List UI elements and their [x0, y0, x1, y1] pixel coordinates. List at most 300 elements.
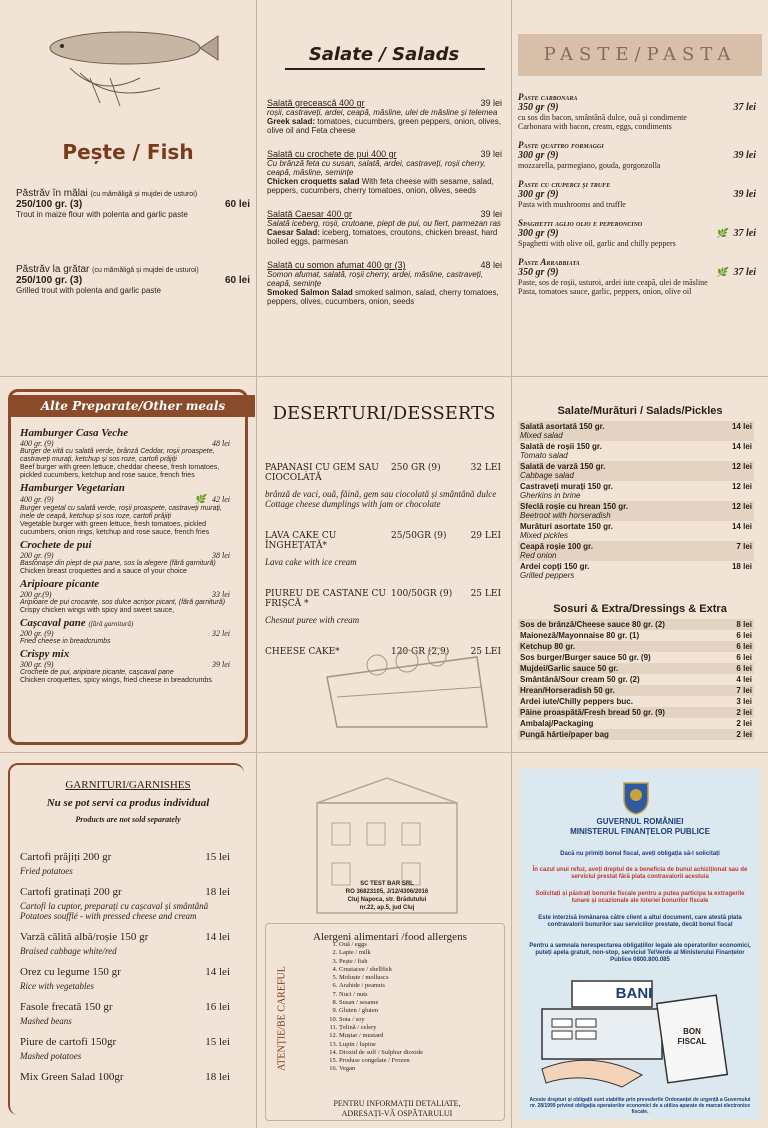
meal-weight: 200 gr. (9): [20, 551, 54, 560]
pasta-price-wrap: [716, 267, 756, 278]
meal-desc-en: Beef burger with green lettuce, cheddar cheese, fresh tomatoes, pickled cucumbers, ketchup and rose sauce, french fries: [20, 464, 220, 479]
dessert-price: 32 LEI: [470, 463, 501, 473]
allergens-side-label: ATENȚIE/BE CAREFUL: [276, 966, 288, 1071]
pickle-en: Mixed pickles: [520, 531, 569, 540]
sauce-name: Mujdei/Garlic sauce 50 gr.: [520, 664, 619, 673]
garnish-en: Rice with vegetables: [20, 981, 94, 991]
allergen-item: 6. Arahide / peanuts: [339, 982, 509, 990]
gov-paragraph-1: Dacă nu primiți bonul fiscal, aveți obligația să-l solicitați: [560, 851, 720, 857]
pickle-item: [518, 461, 754, 481]
sauce-price: 8 lei: [736, 620, 752, 629]
meal-price: 39 lei: [212, 660, 230, 669]
meal-price-wrap: [212, 439, 230, 448]
meal-price: 38 lei: [212, 551, 230, 560]
salad-price: 39 lei: [480, 209, 502, 219]
pickle-item: [518, 521, 754, 541]
sauce-row: [518, 685, 754, 696]
meal-item: [20, 617, 246, 646]
pickle-en: Beetroot with horseradish: [520, 511, 611, 520]
garnish-row: [20, 1036, 246, 1048]
dessert-desc-ro: Chesnut puree with cream: [265, 615, 360, 625]
allergen-item: 12. Muștar / mustard: [339, 1032, 509, 1040]
pickle-price: 12 lei: [731, 502, 752, 511]
garnish-row: [20, 966, 246, 978]
item-desc: Trout in maize flour with polenta and garlic paste: [16, 210, 188, 219]
sauce-name: Pungă hârtie/paper bag: [520, 730, 609, 739]
pickle-en: Mixed salad: [520, 431, 563, 440]
pickle-en: Tomato salad: [520, 451, 568, 460]
pickle-price: 14 lei: [731, 522, 752, 531]
meal-price-wrap: [212, 629, 230, 638]
pasta-weight: 350 gr (9): [518, 102, 559, 113]
garnish-row: [20, 931, 246, 943]
salads-title-underline: [285, 68, 485, 70]
sauce-price: 6 lei: [736, 642, 752, 651]
salad-header: [267, 209, 502, 219]
sauce-row: [518, 641, 754, 652]
pasta-weight: 350 gr (9): [518, 267, 559, 278]
meal-price-wrap: [195, 494, 230, 505]
salad-en-label: Smoked Salmon Salad: [267, 288, 353, 297]
dessert-desc-en: Cottage cheese dumplings with jam or chocolate: [265, 499, 441, 509]
meal-item: [20, 482, 246, 537]
sauce-row: [518, 619, 754, 630]
pasta-desc-ro: cu sos din bacon, smântână dulce, ouă și condimente: [518, 113, 687, 122]
salad-item: [267, 209, 502, 246]
sauce-price: 6 lei: [736, 631, 752, 640]
garnish-item: [20, 966, 246, 991]
garnish-row: [20, 886, 246, 898]
pasta-weight-row: [518, 189, 756, 200]
pickle-item: [518, 541, 754, 561]
desserts-panel: [257, 377, 511, 752]
gov-paragraph-5: Pentru a semnala nerespectarea obligațiilor legale ale operatorilor economici, puteți apela gratuit, non-stop, serviciul TelVerde al Ministerului Finanțelor Publice 0800.800.085: [529, 943, 751, 963]
dessert-name: LAVA CAKE CU ÎNGHEȚATĂ*: [265, 531, 337, 551]
pasta-price-wrap: [734, 102, 757, 113]
meal-desc-ro: Burger vegetal cu salată verde, roșii proaspete, castraveți murați, inele de ceapă, ketchup și sos roze, cartofi prăjiți: [20, 505, 222, 520]
meal-name: Hamburger Casa Veche: [20, 427, 129, 439]
vegan-leaf-icon: 🌿: [716, 228, 728, 238]
pasta-weight-row: [518, 102, 756, 113]
pasta-name: Paste Arrabbiata: [518, 257, 580, 267]
pasta-price: 37 lei: [733, 267, 756, 278]
pickle-row: [520, 442, 752, 451]
salad-price: 39 lei: [480, 149, 502, 159]
garnishes-panel: [0, 753, 256, 1128]
salad-item: [267, 260, 502, 306]
gov-title-2: MINISTERUL FINANȚELOR PUBLICE: [570, 827, 710, 836]
meal-price-wrap: [212, 551, 230, 560]
desserts-title: DESERTURI/DESSERTS: [272, 403, 496, 424]
salad-en-label: Chicken croquetts salad: [267, 177, 360, 186]
salad-item: [267, 98, 502, 135]
meal-item: [20, 539, 246, 576]
meal-weight-row: [20, 660, 246, 669]
meal-title-row: [20, 539, 246, 551]
pickle-item: [518, 561, 754, 581]
pasta-item: [518, 218, 756, 248]
pasta-desc-en: Pasta, tomatoes sauce, garlic, peppers, onion, olive oil: [518, 287, 692, 296]
meal-name: Aripioare picante: [20, 578, 100, 590]
salad-desc-en: [267, 288, 502, 306]
garnish-item: [20, 1071, 246, 1083]
pickle-price: 7 lei: [736, 542, 752, 551]
item-weight: 250/100 gr. (3): [16, 275, 83, 286]
item-desc: Grilled trout with polenta and garlic paste: [16, 286, 161, 295]
meal-desc-ro: Burger de vită cu salată verde, brânză Ceddar, roșii proaspete, castraveți murați, ketchup și sos roze, cartofi prăjiți: [20, 448, 215, 463]
garnish-name: Orez cu legume 150 gr: [20, 966, 121, 978]
meal-name: Crispy mix: [20, 648, 70, 660]
garnish-name: Piure de cartofi 150gr: [20, 1036, 117, 1048]
pickle-price: 14 lei: [731, 422, 752, 431]
allergen-item: 15. Produse congelate / Frozen: [339, 1057, 509, 1065]
meal-weight-row: [20, 494, 246, 505]
meal-weight-row: [20, 551, 246, 560]
sauce-name: Ambalaj/Packaging: [520, 719, 594, 728]
pasta-weight: 300 gr (9): [518, 189, 559, 200]
pasta-desc-en: Carbonara with bacon, cream, eggs, condiments: [518, 122, 672, 131]
salads-list: [267, 98, 502, 320]
company-reg: RO 36823105, J/12/4306/2016: [345, 889, 429, 895]
garnish-en: Mashed beans: [20, 1016, 72, 1026]
salads-panel: [257, 0, 511, 376]
sauce-name: Sos de brânză/Cheese sauce 80 gr. (2): [520, 620, 665, 629]
sauce-name: Smântână/Sour cream 50 gr. (2): [520, 675, 640, 684]
salad-name: Salată cu somon afumat 400 gr (3): [267, 260, 406, 270]
garnish-row: [20, 1071, 246, 1083]
pasta-item: [518, 92, 756, 131]
dessert-item: [265, 531, 501, 567]
garnish-name: Cartofi gratinați 200 gr: [20, 886, 122, 898]
sauce-name: Pâine proaspătă/Fresh bread 50 gr. (9): [520, 708, 665, 717]
sauce-row: [518, 652, 754, 663]
pasta-list: [518, 92, 756, 305]
sauce-price: 2 lei: [736, 730, 752, 739]
allergen-item: 16. Vegan: [339, 1065, 509, 1073]
pasta-weight: 300 gr (9): [518, 150, 559, 161]
meal-title-row: [20, 648, 246, 660]
pasta-item: [518, 140, 756, 170]
salad-name: Salată cu crochete de pui 400 gr: [267, 149, 397, 159]
meal-weight-row: [20, 629, 246, 638]
pickle-item: [518, 501, 754, 521]
dessert-desc-ro: Lava cake with ice cream: [265, 557, 357, 567]
sauce-price: 2 lei: [736, 708, 752, 717]
pickle-price: 12 lei: [731, 482, 752, 491]
sauce-price: 4 lei: [736, 675, 752, 684]
fish-item-2: [16, 264, 250, 295]
pasta-price-wrap: [716, 228, 756, 239]
meal-desc-en: Chicken croquettes, spicy wings, fried cheese in breadcrumbs: [20, 677, 212, 684]
dessert-row: [265, 463, 501, 483]
garnish-price: 16 lei: [205, 1001, 230, 1013]
pickle-name: Salată asortată 150 gr.: [520, 422, 605, 431]
salad-en-label: Caesar Salad:: [267, 228, 320, 237]
sauce-price: 6 lei: [736, 664, 752, 673]
dessert-price: 29 LEI: [470, 531, 501, 541]
pasta-price: 39 lei: [733, 189, 756, 200]
gov-title-1: GUVERNUL ROMÂNIEI: [596, 817, 684, 826]
pickle-item: [518, 441, 754, 461]
garnish-name: Varză călită albă/roșie 150 gr: [20, 931, 149, 943]
salad-en-text: tomatoes, cucumbers, green peppers, onion, olives, olive oil and Feta cheese: [267, 117, 501, 135]
sauce-name: Ketchup 80 gr.: [520, 642, 576, 651]
garnish-item: [20, 886, 246, 921]
salad-desc-ro: roșii, castraveți, ardei, ceapă, măsline, ulei de măsline și telemea: [267, 108, 498, 117]
fish-illustration-icon: [40, 8, 220, 108]
dessert-item: [265, 463, 501, 509]
pasta-price: 37 lei: [733, 102, 756, 113]
allergen-item: 7. Nuci / nuts: [339, 991, 509, 999]
item-price: 60 lei: [224, 199, 250, 210]
sauce-name: Ardei iute/Chilly peppers buc.: [520, 697, 633, 706]
pasta-name: Paste carbonara: [518, 92, 578, 102]
pickle-row: [520, 462, 752, 471]
pickle-row: [520, 562, 752, 571]
sauce-name: Hrean/Horseradish 50 gr.: [520, 686, 615, 695]
meal-name: Cașcaval pane: [20, 617, 86, 629]
other-meals-list: [20, 427, 246, 687]
fiscal-label: FISCAL: [677, 1037, 707, 1046]
gov-footer: Aceste drepturi și obligații sunt stabilite prin prevederile Ordonanței de urgență a Guvernului nr. 28/1999 privind obligația operatorilor economici de a utiliza aparate de marcat electronice fiscale.: [529, 1097, 751, 1115]
meal-weight: 200 gr. (9): [20, 629, 54, 638]
garnishes-list: [20, 851, 246, 1093]
salad-desc-en: [267, 117, 502, 135]
allergen-item: 9. Gluten / gluten: [339, 1007, 509, 1015]
allergens-footer-2: ADRESAȚI-VĂ OSPĂTARULUI: [341, 1109, 453, 1118]
meal-price: 42 lei: [212, 495, 230, 504]
allergen-item: 14. Dioxid de sulf / Sulphur dioxide: [339, 1049, 509, 1057]
garnish-name: Cartofi prăjiți 200 gr: [20, 851, 112, 863]
meal-title-row: [20, 617, 246, 629]
pickle-row: [520, 482, 752, 491]
sauce-row: [518, 674, 754, 685]
meal-weight: 400 gr. (9): [20, 439, 54, 448]
sauce-row: [518, 707, 754, 718]
pasta-name: Paste quattro formaggi: [518, 140, 604, 150]
coat-of-arms-icon: [620, 779, 652, 815]
pickle-item: [518, 481, 754, 501]
meal-name: Crochete de pui: [20, 539, 92, 551]
meal-desc-ro: Fried cheese in breadcrumbs: [20, 638, 111, 645]
salad-header: [267, 260, 502, 270]
dessert-name: CHEESE CAKE*: [265, 647, 340, 657]
pickle-price: 12 lei: [731, 462, 752, 471]
sauce-name: Maioneză/Mayonnaise 80 gr. (1): [520, 631, 640, 640]
pickle-en: Red onion: [520, 551, 557, 560]
pasta-name: Spaghetti aglio olio e peperoncino: [518, 218, 643, 228]
garnishes-note-en: Products are not sold separately: [75, 815, 181, 824]
salad-price: 48 lei: [480, 260, 502, 270]
dessert-weight: 25/50GR (9): [391, 531, 447, 541]
salad-name: Salată grecească 400 gr: [267, 98, 365, 108]
garnish-en: Fried potatoes: [20, 866, 73, 876]
salad-price: 39 lei: [480, 98, 502, 108]
meal-desc-ro: Crochete de pui, aripioare picante, cașcaval pane: [20, 669, 174, 676]
dessert-desc-ro: brânză de vaci, ouă, făină, gem sau ciocolată și smântână dulce: [265, 489, 497, 499]
dessert-name: PIUREU DE CASTANE CU FRIȘCĂ *: [265, 589, 386, 609]
vegan-leaf-icon: 🌿: [194, 494, 206, 504]
sauces-title: Sosuri & Extra/Dressings & Extra: [553, 603, 727, 615]
pickle-name: Castraveți murați 150 gr.: [520, 482, 613, 491]
pasta-desc-ro: Paste, sos de roșii, usturoi, ardei iute ceapă, ulei de măsline: [518, 278, 708, 287]
garnish-price: 15 lei: [205, 851, 230, 863]
pickle-name: Murături asortate 150 gr.: [520, 522, 613, 531]
gov-paragraph-3: Solicitați și păstrați bonurile fiscale pentru a putea participa la extragerile lunare și ocazionale ale loteriei bonurilor fiscale: [535, 891, 745, 904]
pasta-panel: [512, 0, 768, 376]
salad-en-text: smoked salmon, salad, cherry tomatoes, peppers, olives, cucumbers, onion, seeds: [267, 288, 499, 306]
meal-item: [20, 427, 246, 480]
gov-paragraph-4: Este interzisă înmânarea către client a altui document, care atestă plata contravalorii bunurilor sau serviciilor prestate, decât bonul fiscal: [538, 915, 742, 928]
salad-desc-ro: Cu brânză feta cu susan, salată, ardei, castraveți, roșii cherry, ceapă, măsline, semințe: [267, 159, 486, 177]
pasta-name: Paste cu ciuperci și trufe: [518, 179, 611, 189]
item-note: (cu mămăligă și mujdei de usturoi): [90, 191, 198, 198]
dessert-weight: 250 GR (9): [391, 463, 441, 473]
allergen-item: 2. Lapte / milk: [339, 949, 509, 957]
gov-notice-panel: [512, 753, 768, 1128]
salad-header: [267, 98, 502, 108]
garnish-en: Mashed potatoes: [20, 1051, 82, 1061]
garnish-price: 18 lei: [205, 1071, 230, 1083]
pasta-price: 39 lei: [733, 150, 756, 161]
meal-title-row: [20, 482, 246, 494]
pasta-item: [518, 257, 756, 296]
meal-name: Hamburger Vegetarian: [20, 482, 125, 494]
garnish-item: [20, 1001, 246, 1026]
pickle-item: [518, 421, 754, 441]
meal-title-row: [20, 578, 246, 590]
pickle-row: [520, 422, 752, 431]
salad-desc-ro: Salată iceberg, roșii, crutoane, piept de pui, ou fiert, parmezan ras: [267, 219, 501, 228]
vegan-leaf-icon: 🌿: [716, 267, 728, 277]
item-name: Păstrăv la grătar: [16, 264, 90, 275]
meal-desc-en: Chicken breast croquettes and a sauce of your choice: [20, 568, 187, 575]
garnishes-title: GARNITURI/GARNISHES: [65, 779, 191, 791]
allergens-footer-1: PENTRU INFORMAȚII DETALIATE,: [333, 1099, 461, 1108]
allergen-item: 13. Lupin / lupine: [339, 1041, 509, 1049]
item-note: (cu mămăligă și mujdei de usturoi): [92, 267, 199, 274]
company-city: Cluj Napoca, str. Brădutului: [347, 897, 427, 903]
salad-desc-en: [267, 228, 502, 246]
allergen-item: 11. Țelină / celery: [339, 1024, 509, 1032]
item-name: Păstrăv în mălai: [16, 188, 88, 199]
pasta-desc-ro: Pasta with mushrooms and truffle: [518, 200, 626, 209]
dessert-price: 25 LEI: [470, 589, 501, 599]
bani-label: BANI: [615, 985, 653, 1002]
allergen-item: 1. Ouă / eggs: [339, 941, 509, 949]
meal-weight: 300 gr. (9): [20, 660, 54, 669]
garnishes-note-ro: Nu se pot servi ca produs individual: [46, 797, 210, 809]
garnish-price: 15 lei: [205, 1036, 230, 1048]
salad-item: [267, 149, 502, 195]
pasta-weight-row: [518, 267, 756, 278]
garnish-price: 14 lei: [205, 966, 230, 978]
pasta-price-wrap: [734, 150, 757, 161]
dessert-row: [265, 589, 501, 609]
fish-title: Pește / Fish: [62, 140, 194, 164]
cheesecake-illustration-icon: [317, 617, 497, 737]
meal-desc-ro: Bastonașe din piept de pui pane, sos la alegere (fără garnitură): [20, 560, 216, 567]
garnish-row: [20, 851, 246, 863]
salad-desc-ro: Somon afumat, salată, roșii cherry, ardei, măsline, castraveți, ceapă, semințe: [267, 270, 483, 288]
allergens-list: [325, 941, 509, 1074]
salads-title: Salate / Salads: [308, 44, 460, 65]
meal-price: 48 lei: [212, 439, 230, 448]
gov-paragraph-2: În cazul unui refuz, aveți dreptul de a beneficia de bunul achiziționat sau de serviciul prestat fără plata contravalorii acestuia: [532, 867, 748, 880]
item-weight: 250/100 gr. (3): [16, 199, 83, 210]
pasta-weight-row: [518, 150, 756, 161]
pickle-price: 18 lei: [731, 562, 752, 571]
bon-label: BON: [683, 1027, 701, 1036]
garnish-price: 18 lei: [205, 886, 230, 898]
info-panel: [257, 753, 511, 1128]
allergen-item: 5. Moluște / molluscs: [339, 974, 509, 982]
salad-en-text: With feta cheese with sesame, salad, peppers, cucumbers, cherry tomatoes, onion, olives, seeds: [267, 177, 494, 195]
sauces-list: [518, 619, 754, 740]
dessert-weight: 120 GR (2,9): [391, 647, 450, 657]
garnish-en: Braised cabbage white/red: [20, 946, 117, 956]
allergen-item: 8. Susan / sesame: [339, 999, 509, 1007]
allergen-item: 4. Crustacee / shellfish: [339, 966, 509, 974]
pasta-weight: 300 gr (9): [518, 228, 559, 239]
allergens-title: Alergeni alimentari /food allergens: [313, 931, 467, 943]
sauce-row: [518, 663, 754, 674]
fish-item-1: [16, 188, 250, 219]
item-price: 60 lei: [224, 275, 250, 286]
garnish-item: [20, 1036, 246, 1061]
garnish-row: [20, 1001, 246, 1013]
company-name: SC TEST BAR SRL: [360, 881, 414, 887]
sauce-row: [518, 696, 754, 707]
pickle-row: [520, 522, 752, 531]
garnish-item: [20, 851, 246, 876]
pickle-row: [520, 502, 752, 511]
garnish-en: Cartofi la cuptor, preparați cu cașcaval și smântână Potatoes soufflé - with pressed cheese and cream: [20, 901, 209, 921]
pickles-panel: [512, 377, 768, 752]
dessert-row: [265, 531, 501, 551]
meal-desc-en: Crispy chicken wings with spicy and sweet sauce,: [20, 607, 175, 614]
pickles-title: Salate/Murături / Salads/Pickles: [557, 405, 723, 417]
meal-item: [20, 648, 246, 685]
pickles-list: [518, 421, 754, 581]
meal-price-wrap: [212, 660, 230, 669]
other-meals-title: Alte Preparate/Other meals: [11, 395, 255, 417]
pasta-desc-ro: Spaghetti with olive oil, garlic and chilly peppers: [518, 239, 676, 248]
salad-header: [267, 149, 502, 159]
meal-price: 33 lei: [212, 590, 230, 599]
dessert-name: PAPANAȘI CU GEM SAU CIOCOLATĂ: [265, 463, 379, 483]
pickle-name: Salată de roșii 150 gr.: [520, 442, 602, 451]
sauce-price: 2 lei: [736, 719, 752, 728]
dessert-price: 25 LEI: [470, 647, 501, 657]
meal-weight-row: [20, 439, 246, 448]
pasta-item: [518, 179, 756, 209]
sauce-row: [518, 718, 754, 729]
pasta-title: PASTE/PASTA: [543, 44, 737, 65]
fish-panel: [0, 0, 256, 376]
pickle-row: [520, 542, 752, 551]
allergen-item: 3. Pește / fish: [339, 958, 509, 966]
salad-name: Salată Caesar 400 gr: [267, 209, 353, 219]
pickle-name: Ceapă roșie 100 gr.: [520, 542, 593, 551]
pickle-price: 14 lei: [731, 442, 752, 451]
dessert-weight: 100/50GR (9): [391, 589, 453, 599]
salad-en-text: iceberg, tomatoes, croutons, chicken breast, hard boiled eggs, parmesan: [267, 228, 498, 246]
garnish-price: 14 lei: [205, 931, 230, 943]
sauce-row: [518, 630, 754, 641]
meal-weight: 200 gr.(9): [20, 590, 52, 599]
meal-title-row: [20, 427, 246, 439]
